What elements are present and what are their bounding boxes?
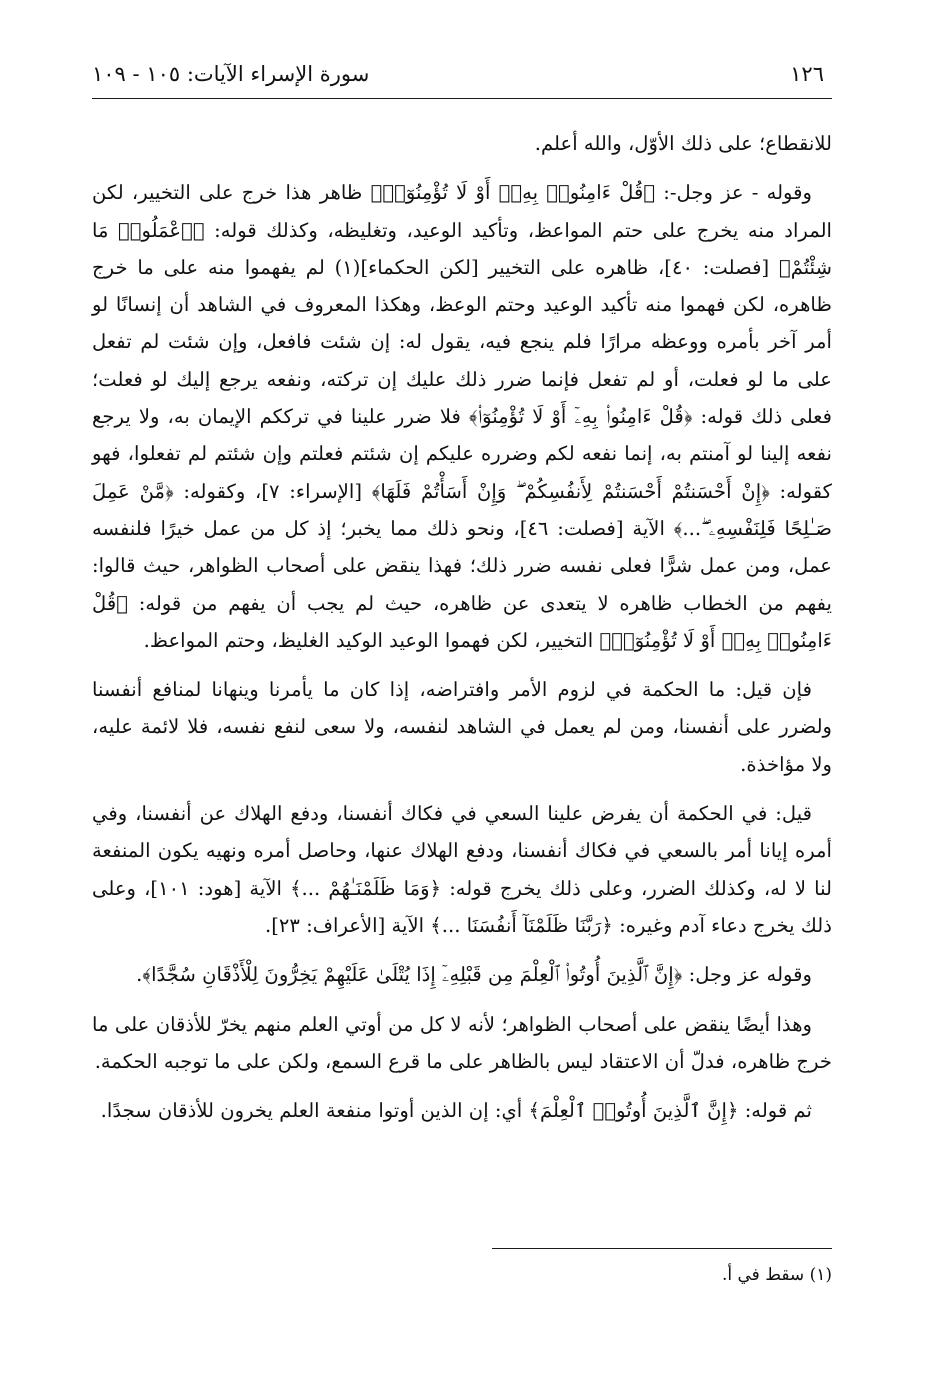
page-number: ١٢٦ <box>790 62 824 86</box>
paragraph: فإن قيل: ما الحكمة في لزوم الأمر وافتراضه، إذا كان ما يأمرنا وينهانا لمنافع أنفسنا ولضرر على أنفسنا، ومن لم يعمل في الشاهد لنفسه، ولا سعى لنفع نفسه، فلا لائمة عليه، ولا مؤاخذة. <box>92 678 832 776</box>
paragraph: وقوله - عز وجل-: ﴿قُلْ ءَامِنُوا۟ بِهِۦٓ أَوْ لَا تُؤْمِنُوٓا۟﴾ ظاهر هذا خرج على التخيير، لكن المراد منه يخرج على حتم المواعظ، وتأكيد الوعيد، وتغليظه، وكذلك قوله: ﴿ٱعْمَلُوا۟ مَا شِئْتُمْ﴾ [فصلت: ٤٠]، ظاهره على التخيير [لكن الحكماء](١) لم يفهموا منه على ما خرج ظاهره، لكن فهموا منه تأكيد الوعيد وحتم الوعظ، وهكذا المعروف في الشاهد أن إنسانًا لو أمر آخر بأمره ووعظه مرارًا فلم ينجع فيه، يقول له: إن شئت فافعل، وإن شئت لم تفعل على ما لو فعلت، أو لم تفعل فإنما ضرر ذلك عليك إن تركته، ونفعه يرجع إليك لو فعلت؛ فعلى ذلك قوله: ﴿قُلْ ءَامِنُوا۟ بِهِۦٓ أَوْ لَا تُؤْمِنُوٓا۟﴾ فلا ضرر علينا في ترككم الإيمان به، ولا يرجع نفعه إلينا لو آمنتم به، إنما نفعه لكم وضرره عليكم إن شئتم فعلتم وإن شئتم لم تفعلوا، فهو كقوله: ﴿إِنْ أَحْسَنتُمْ أَحْسَنتُمْ لِأَنفُسِكُمْ ۖ وَإِنْ أَسَأْتُمْ فَلَهَا﴾ [الإسراء: ٧]، وكقوله: ﴿مَّنْ عَمِلَ صَـٰلِحًا فَلِنَفْسِهِۦ ۖ...﴾ الآية [فصلت: ٤٦]، ونحو ذلك مما يخبر؛ إذ كل من عمل خيرًا فلنفسه عمل، ومن عمل شرًّا فعلى نفسه ضرر ذلك؛ فهذا ينقض على أصحاب الظواهر، حيث قالوا: يفهم من الخطاب ظاهره لا يتعدى عن ظاهره، حيث لم يجب أن يفهم من قوله: ﴿قُلْ ءَامِنُوا۟ بِهِۦٓ أَوْ لَا تُؤْمِنُوٓا۟﴾ التخيير، لكن فهموا الوعيد الوكيد الغليظ، وحتم المواعظ. <box>92 181 832 652</box>
paragraph: وهذا أيضًا ينقض على أصحاب الظواهر؛ لأنه لا كل من أوتي العلم منهم يخرّ للأذقان على ما خرج ظاهره، فدلّ أن الاعتقاد ليس بالظاهر على ما قرع السمع، ولكن على ما توجبه الحكمة. <box>92 1012 832 1073</box>
chapter-title: سورة الإسراء الآيات: ١٠٥ - ١٠٩ <box>92 62 370 86</box>
main-text <box>92 125 832 1129</box>
paragraph: ثم قوله: ﴿إِنَّ ٱلَّذِينَ أُوتُوا۟ ٱلْعِلْمَ﴾ أي: إن الذين أوتوا منفعة العلم يخرون للأذقان سجدًا. <box>100 1099 812 1123</box>
book-page <box>92 52 832 1352</box>
footnote: (١) سقط في أ. <box>721 1265 832 1285</box>
paragraph: وقوله عز وجل: ﴿إِنَّ ٱلَّذِينَ أُوتُوا۟ ٱلْعِلْمَ مِن قَبْلِهِۦٓ إِذَا يُتْلَىٰ عَلَيْهِمْ يَخِرُّونَ لِلْأَذْقَانِ سُجَّدًا﴾. <box>136 963 812 987</box>
paragraph: قيل: في الحكمة أن يفرض علينا السعي في فكاك أنفسنا، ودفع الهلاك عن أنفسنا، وفي أمره إيانا أمر بالسعي في فكاك أنفسنا، ودفع الهلاك عنها، وحاصل أمره ونهيه يكون المنفعة لنا لا له، وكذلك الضرر، وعلى ذلك يخرج قوله: ﴿وَمَا ظَلَمْنَـٰهُمْ ...﴾ الآية [هود: ١٠١]، وعلى ذلك يخرج دعاء آدم وغيره: ﴿رَبَّنَا ظَلَمْنَآ أَنفُسَنَا ...﴾ الآية [الأعراف: ٢٣]. <box>92 802 832 937</box>
running-header <box>92 52 832 99</box>
footnote-separator <box>492 1248 832 1249</box>
paragraph: للانقطاع؛ على ذلك الأوّل، والله أعلم. <box>534 132 832 155</box>
